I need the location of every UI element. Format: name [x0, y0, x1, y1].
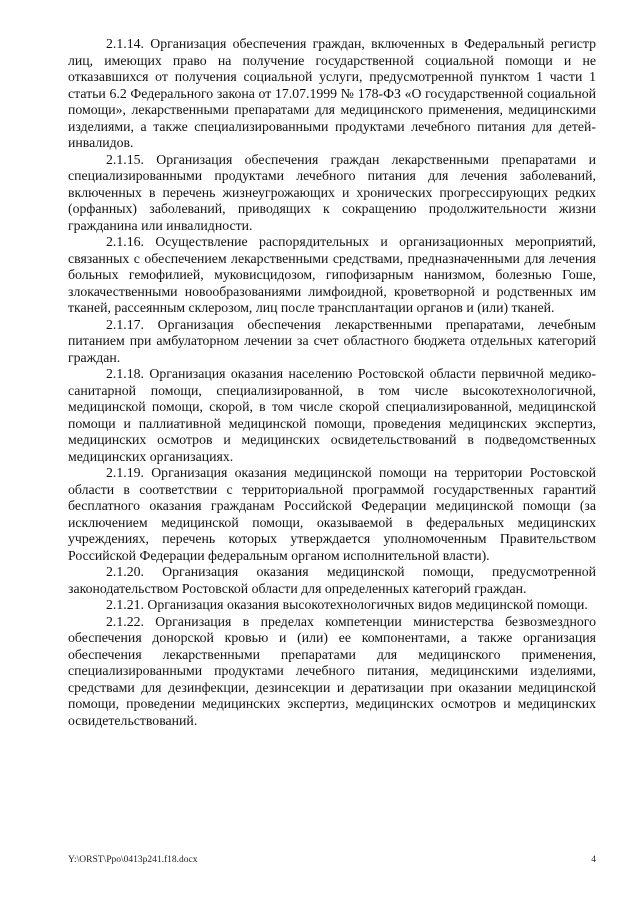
paragraph-2-1-20: 2.1.20. Организация оказания медицинской помощи, предусмотренной законодательством Ростовской области для определенных категорий граждан.: [68, 564, 596, 596]
document-body: [68, 36, 596, 729]
paragraph-2-1-18: 2.1.18. Организация оказания населению Ростовской области первичной медико-санитарной помощи, специализированной, в том числе высокотехнологичной, медицинской помощи, скорой, в том числе скорой специализированной, медицинской помощи и паллиативной медицинской помощи, проведения медицинских экспертиз, медицинских осмотров и медицинских освидетельствований в подведомственных медицинских организациях.: [68, 366, 596, 464]
paragraph-2-1-15: 2.1.15. Организация обеспечения граждан лекарственными препаратами и специализированными продуктами лечебного питания для лечения заболеваний, включенных в перечень жизнеугрожающих и хронических прогрессирующих редких (орфанных) заболеваний, приводящих к сокращению продолжительности жизни гражданина или инвалидности.: [68, 151, 596, 233]
paragraph-2-1-22: 2.1.22. Организация в пределах компетенции министерства безвозмездного обеспечения донорской кровью и (или) ее компонентами, а также организация обеспечения лекарственными препаратами для медицинского применения, специализированными продуктами лечебного питания, медицинскими изделиями, средствами для дезинфекции, дезинсекции и дератизации при оказании медицинской помощи, проведении медицинских экспертиз, медицинских осмотров и медицинских освидетельствований.: [68, 613, 596, 728]
paragraph-2-1-16: 2.1.16. Осуществление распорядительных и организационных мероприятий, связанных с обеспечением лекарственными средствами, предназначенными для лечения больных гемофилией, муковисцидозом, гипофизарным нанизмом, болезнью Гоше, злокачественными новообразованиями лимфоидной, кроветворной и родственных им тканей, рассеянным склерозом, лиц после трансплантации органов и (или) тканей.: [68, 234, 596, 315]
paragraph-2-1-17: 2.1.17. Организация обеспечения лекарственными препаратами, лечебным питанием при амбулаторном лечении за счет областного бюджета отдельных категорий граждан.: [68, 316, 596, 365]
paragraph-2-1-14: 2.1.14. Организация обеспечения граждан, включенных в Федеральный регистр лиц, имеющих право на получение государственной социальной помощи и не отказавшихся от получения социальной услуги, предусмотренной пунктом 1 части 1 статьи 6.2 Федерального закона от 17.07.1999 № 178-ФЗ «О государственной социальной помощи», лекарственными препаратами для медицинского применения, медицинскими изделиями, а также специализированными продуктами лечебного питания для детей-инвалидов.: [68, 36, 596, 150]
page-number: 4: [591, 855, 596, 865]
paragraph-2-1-19: 2.1.19. Организация оказания медицинской помощи на территории Ростовской области в соответствии с территориальной программой государственных гарантий бесплатного оказания гражданам Российской Федерации медицинской помощи (за исключением медицинской помощи, оказываемой в федеральных медицинских учреждениях, перечень которых утверждается уполномоченным Правительством Российской Федерации федеральным органом исполнительной власти).: [68, 465, 596, 563]
footer-file-path: Y:\ORST\Ppo\0413p241.f18.docx: [68, 855, 198, 865]
paragraph-2-1-21: 2.1.21. Организация оказания высокотехнологичных видов медицинской помощи.: [106, 597, 588, 612]
